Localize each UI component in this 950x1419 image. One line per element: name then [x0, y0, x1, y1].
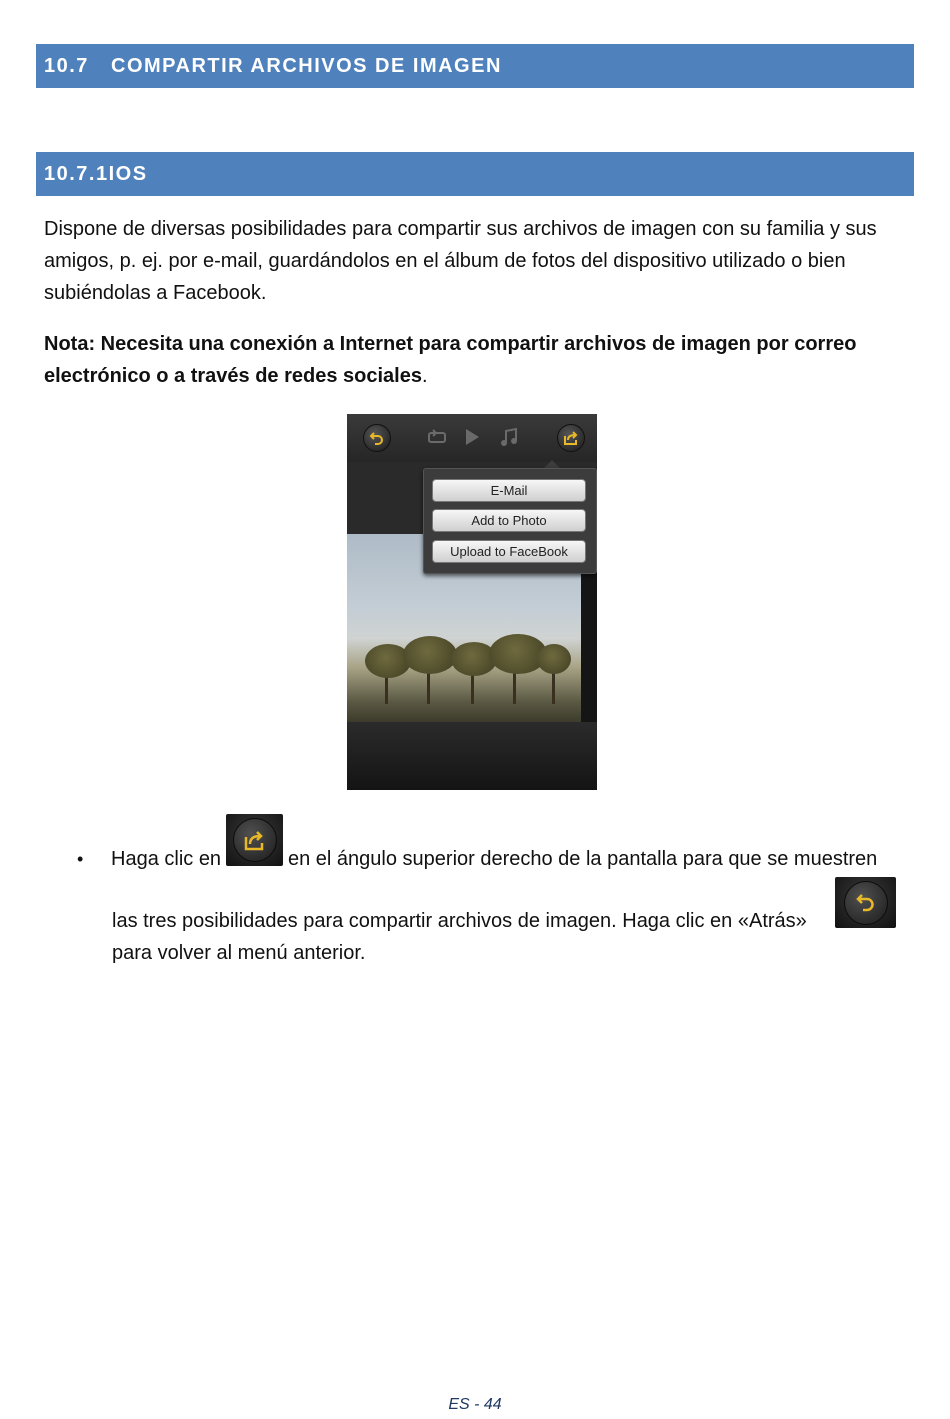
play-icon [463, 428, 481, 451]
share-icon [226, 814, 283, 866]
section-heading [36, 44, 914, 88]
app-toolbar [347, 414, 597, 462]
app-screenshot [347, 414, 597, 790]
subsection-heading [36, 152, 914, 196]
bullet-symbol: • [77, 849, 84, 869]
upload-facebook-button[interactable]: Upload to FaceBook [432, 540, 586, 563]
add-to-photo-button[interactable]: Add to Photo [432, 509, 586, 532]
bottom-bar [347, 722, 597, 790]
share-popup [423, 468, 597, 574]
repeat-icon [427, 428, 447, 451]
bullet-text-4: para volver al menú anterior. [112, 942, 366, 964]
note-text: Nota: Necesita una conexión a Internet para compartir archivos de imagen por correo electrónico o a través de redes sociales [44, 333, 857, 387]
note-end: . [421, 365, 428, 387]
email-button[interactable]: E-Mail [432, 479, 586, 502]
music-icon [499, 428, 519, 453]
subsection-title: 10.7.1IOS [44, 162, 148, 185]
back-icon [363, 424, 391, 452]
page-number: ES - 44 [448, 1396, 502, 1413]
section-title: COMPARTIR ARCHIVOS DE IMAGEN [111, 54, 502, 77]
bullet-text-1: Haga clic en [111, 848, 222, 870]
intro-paragraph: Dispone de diversas posibilidades para compartir sus archivos de imagen con su familia y sus amigos, p. ej. por e-mail, guardándolos en el álbum de fotos del dispositivo utilizado o bien subiéndolas a Facebook. [44, 218, 877, 304]
share-icon [557, 424, 585, 452]
section-number: 10.7 [44, 54, 89, 77]
bullet-text-3: las tres posibilidades para compartir archivos de imagen. Haga clic en «Atrás» [112, 910, 807, 932]
bullet-text-2: en el ángulo superior derecho de la pantalla para que se muestren [288, 848, 878, 870]
back-icon [835, 877, 896, 928]
note-paragraph [44, 328, 910, 392]
